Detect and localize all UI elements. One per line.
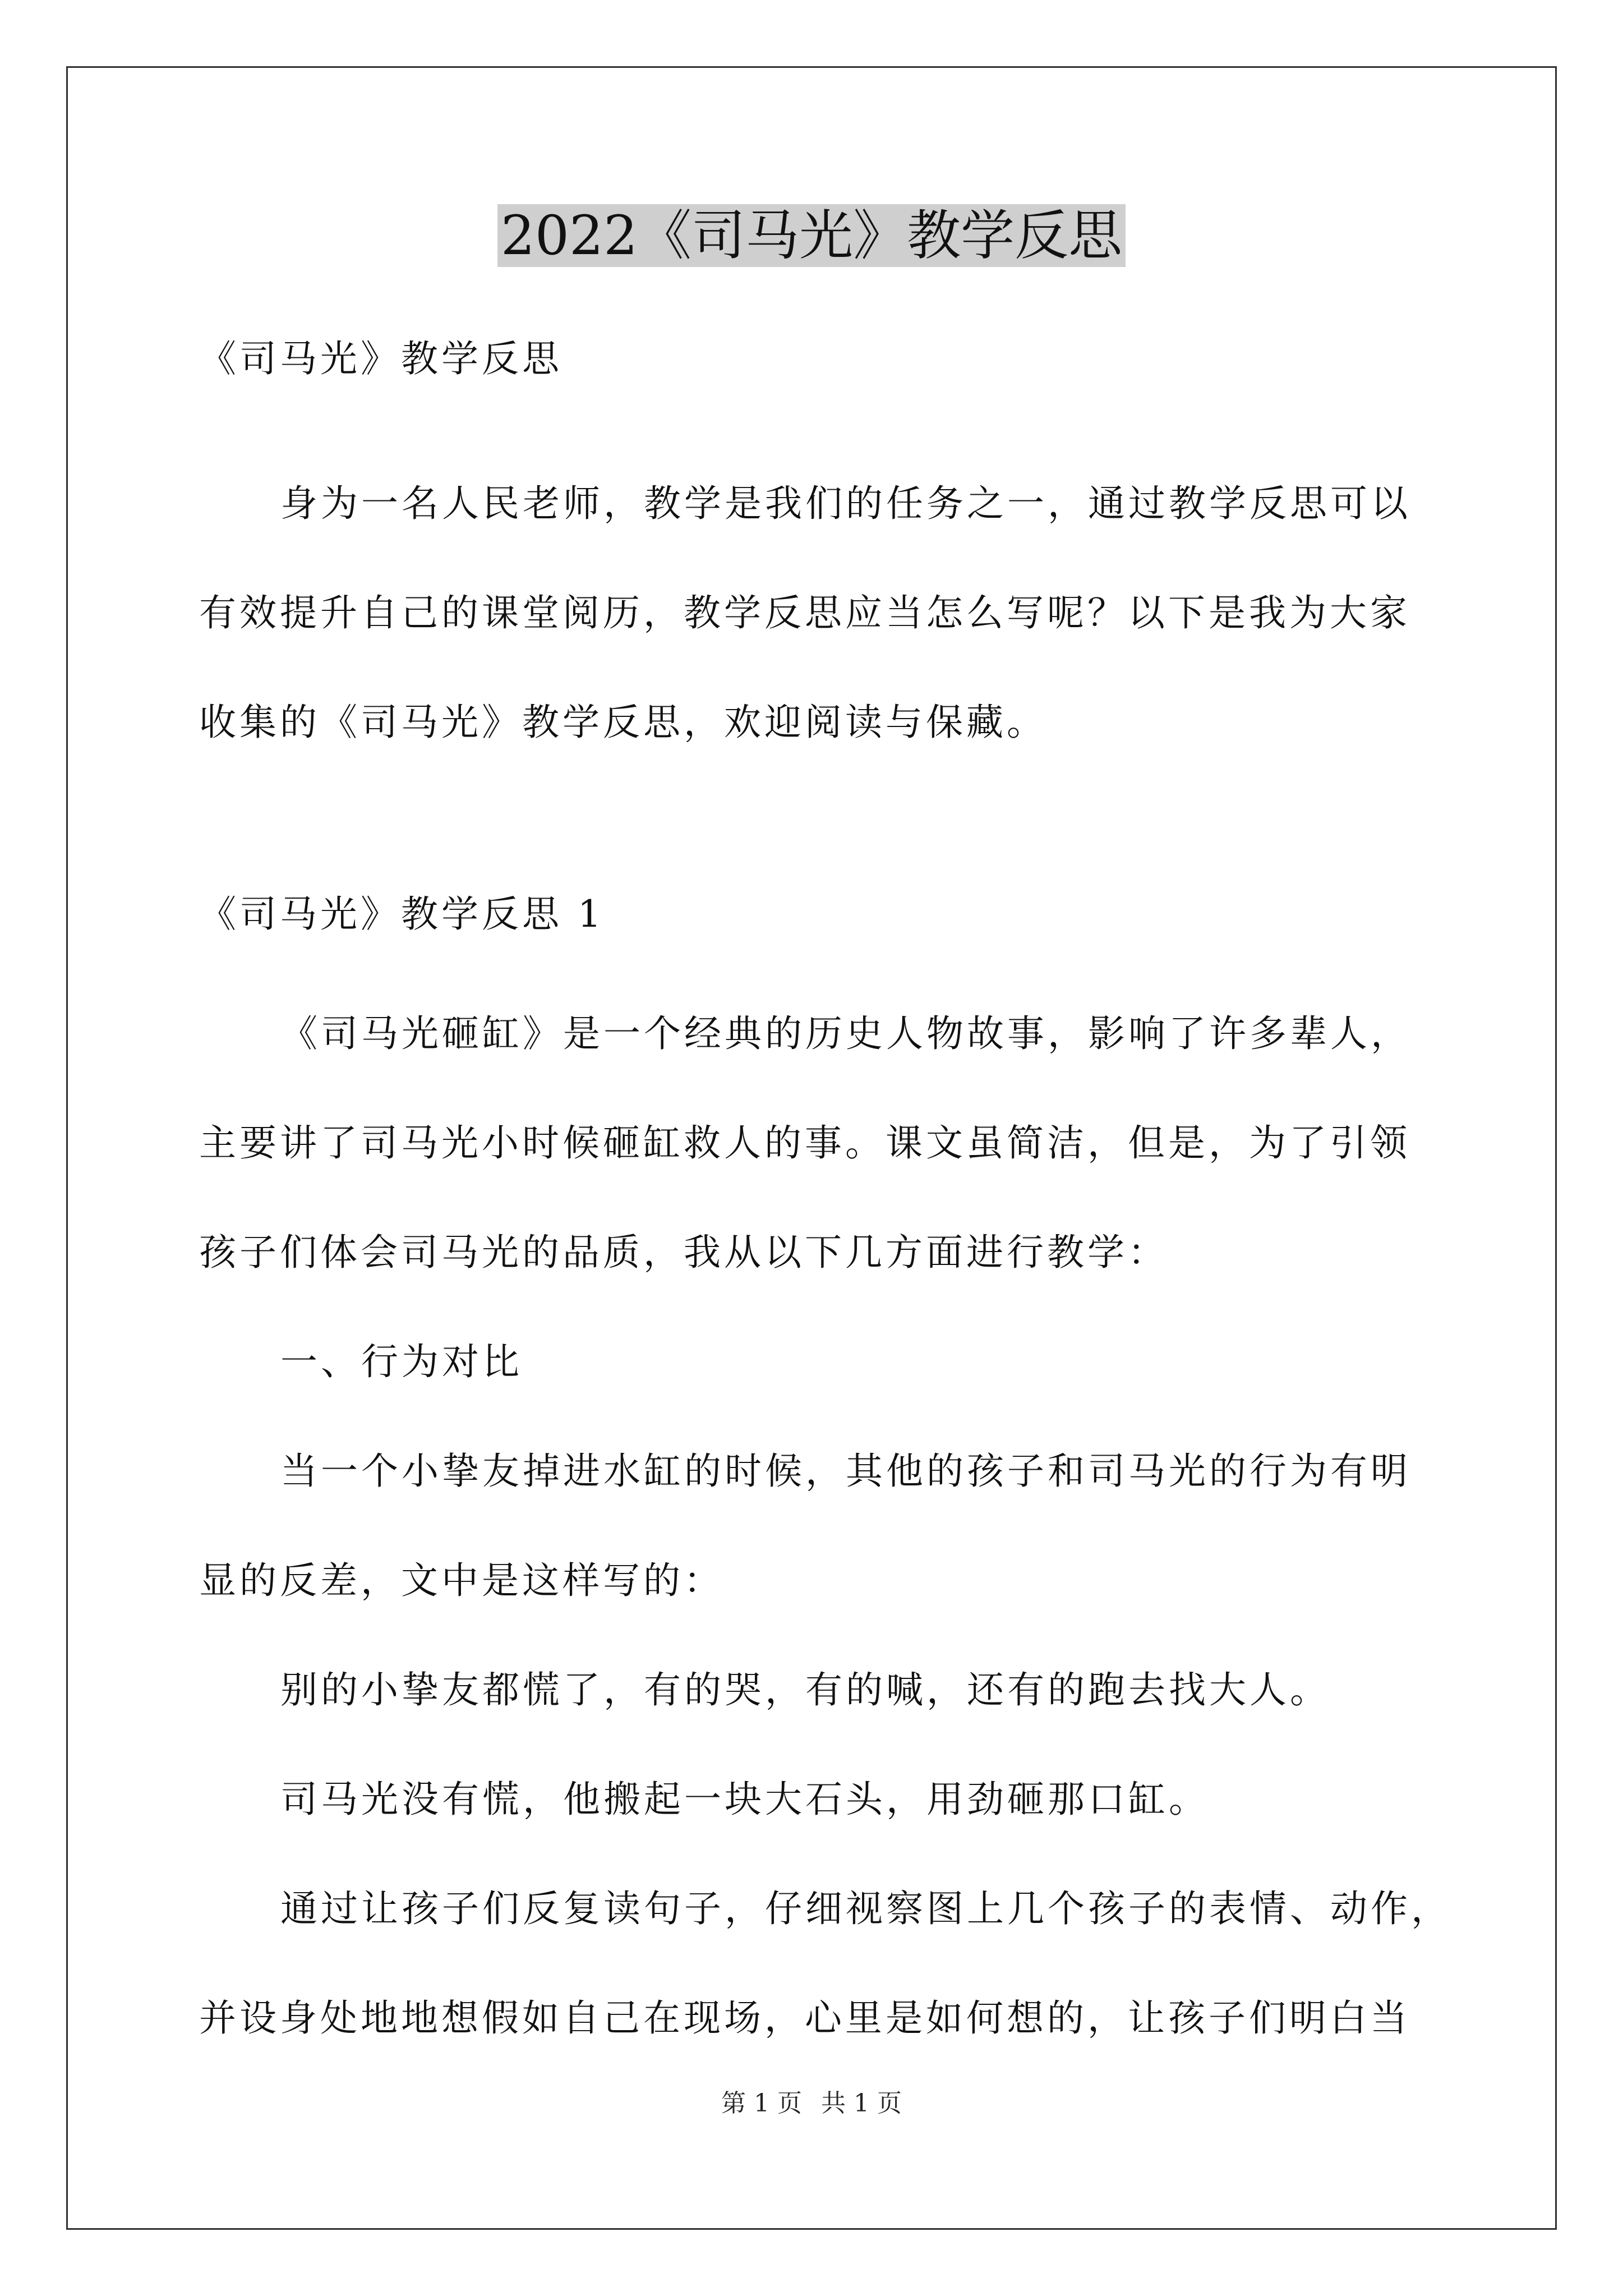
paragraph-1 — [199, 979, 1433, 1307]
paragraph-line: 通过让孩子们反复读句子，仔细视察图上几个孩子的表情、动作， — [280, 1887, 1451, 1930]
page-number: 第 1 页 — [721, 2089, 802, 2118]
subtitle: 《司马光》教学反思 — [199, 337, 562, 380]
paragraph-line: 《司马光砸缸》是一个经典的历史人物故事，影响了许多辈人， — [280, 1012, 1411, 1055]
paragraph-line: 显的反差，文中是这样写的： — [199, 1559, 724, 1602]
intro-line: 有效提升自己的课堂阅历，教学反思应当怎么写呢？以下是我为大家 — [199, 591, 1410, 634]
intro-line: 身为一名人民老师，教学是我们的任务之一，通过教学反思可以 — [280, 482, 1411, 525]
document-title — [0, 196, 1623, 275]
page-footer — [0, 2087, 1623, 2120]
paragraph-3 — [199, 1854, 1451, 2073]
page-total: 共 1 页 — [821, 2089, 902, 2118]
intro-line: 收集的《司马光》教学反思，欢迎阅读与保藏。 — [199, 701, 1047, 744]
quote-line-1: 别的小挚友都慌了，有的哭，有的喊，还有的跑去找大人。 — [280, 1668, 1330, 1711]
paragraph-line: 当一个小挚友掉进水缸的时候，其他的孩子和司马光的行为有明 — [280, 1450, 1411, 1493]
paragraph-line: 孩子们体会司马光的品质，我从以下几方面进行教学： — [199, 1231, 1168, 1274]
paragraph-line: 主要讲了司马光小时候砸缸救人的事。课文虽简洁，但是，为了引领 — [199, 1121, 1410, 1165]
quote-line-2: 司马光没有慌，他搬起一块大石头，用劲砸那口缸。 — [280, 1778, 1209, 1821]
section-heading: 《司马光》教学反思 1 — [199, 892, 605, 936]
paragraph-2 — [199, 1416, 1433, 1635]
paragraph-line: 并设身处地地想假如自己在现场，心里是如何想的，让孩子们明白当 — [199, 1996, 1410, 2040]
document-title-text: 2022《司马光》教学反思 — [497, 204, 1126, 267]
point-heading: 一、行为对比 — [280, 1340, 523, 1383]
intro-paragraph — [199, 449, 1433, 777]
